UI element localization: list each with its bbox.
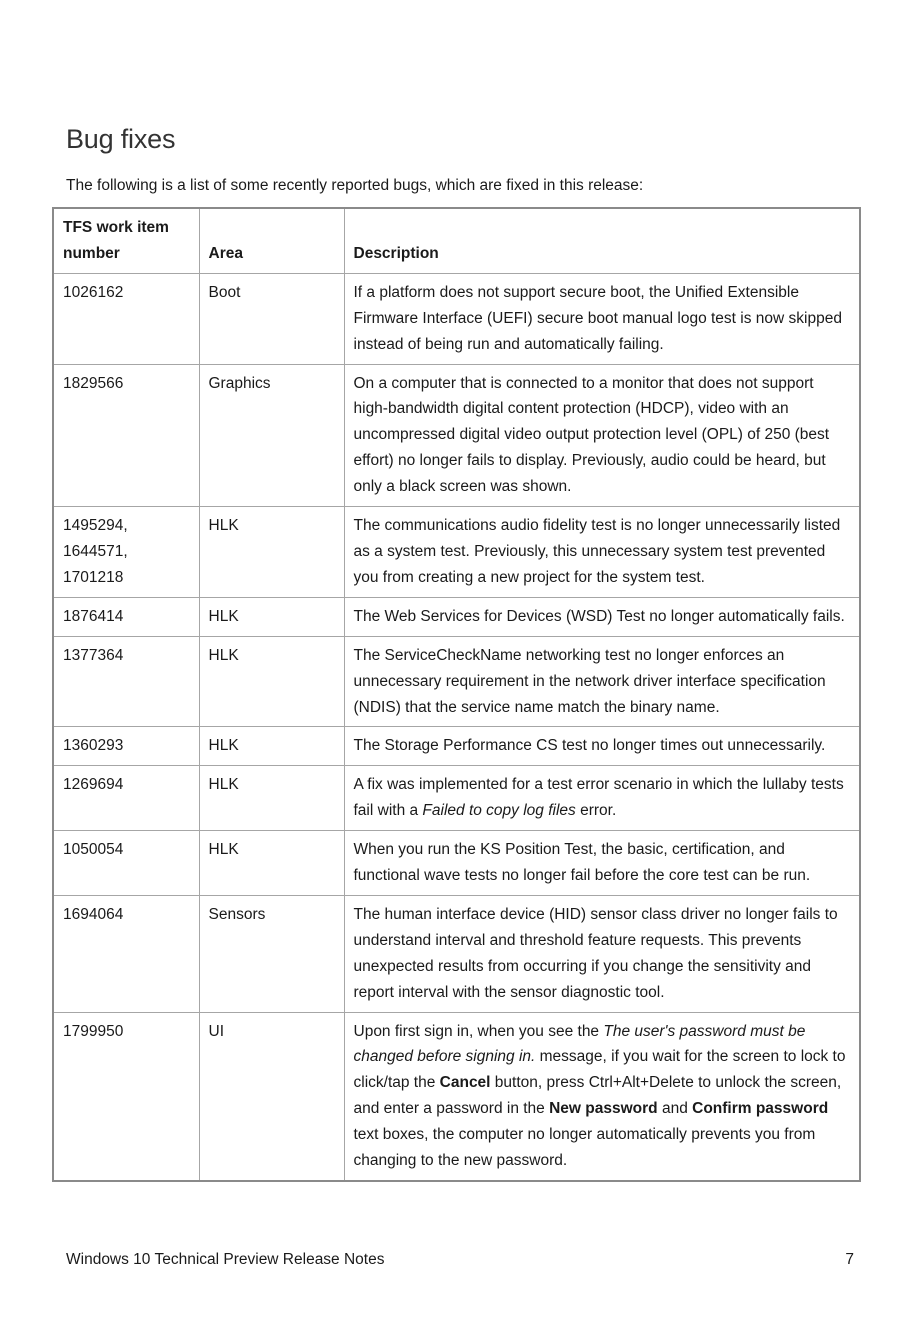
cell-description: When you run the KS Position Test, the basic, certification, and functional wave tests no longer fail before the core test can be run.	[344, 831, 860, 896]
cell-id-line: 1701218	[63, 568, 124, 586]
cell-area: HLK	[199, 831, 344, 896]
cell-id-line: 1495294,	[63, 517, 128, 535]
cell-description	[344, 1012, 860, 1181]
header-tfs-line1: TFS work item	[63, 219, 169, 236]
header-tfs-number	[53, 208, 199, 273]
cell-id: 1050054	[53, 831, 199, 896]
desc-text: and	[657, 1100, 693, 1118]
header-area: Area	[199, 208, 344, 273]
footer-page-number: 7	[845, 1251, 854, 1268]
table-row	[53, 273, 860, 364]
cell-description: The Storage Performance CS test no longer times out unnecessarily.	[344, 727, 860, 766]
table-row	[53, 727, 860, 766]
cell-description	[344, 766, 860, 831]
cell-id: 1269694	[53, 766, 199, 831]
cell-description: The communications audio fidelity test is no longer unnecessarily listed as a system test. Previously, this unnecessary system test prevented you from creating a new project for the system test.	[344, 507, 860, 598]
cell-area: Sensors	[199, 895, 344, 1012]
desc-bold-text: Cancel	[439, 1074, 491, 1092]
desc-text: Upon first sign in, when you see the	[353, 1022, 604, 1040]
desc-bold-text: Confirm password	[692, 1100, 829, 1118]
cell-description: On a computer that is connected to a monitor that does not support high-bandwidth digital content protection (HDCP), video with an uncompressed digital video output protection level (OPL) of 250 (best effort) no longer fails to display. Previously, audio could be heard, but only a black screen was shown.	[344, 364, 860, 507]
cell-area: HLK	[199, 597, 344, 636]
cell-area: Graphics	[199, 364, 344, 507]
header-description: Description	[344, 208, 860, 273]
table-row	[53, 766, 860, 831]
bug-fixes-table	[52, 207, 861, 1182]
cell-description: The Web Services for Devices (WSD) Test no longer automatically fails.	[344, 597, 860, 636]
desc-italic-text: Failed to copy log files	[422, 802, 576, 820]
cell-area: HLK	[199, 636, 344, 727]
desc-italic-text: The user's password must be changed before signing in.	[353, 1022, 806, 1066]
table-row	[53, 1012, 860, 1181]
header-tfs-line2: number	[63, 244, 120, 262]
desc-text: button, press Ctrl+Alt+Delete to unlock the screen, and enter a password in the	[353, 1074, 842, 1118]
cell-id: 1876414	[53, 597, 199, 636]
desc-text: error.	[575, 802, 617, 820]
cell-id: 1799950	[53, 1012, 199, 1181]
desc-bold-text: New password	[549, 1100, 658, 1118]
intro-paragraph: The following is a list of some recently reported bugs, which are fixed in this release:	[66, 177, 644, 194]
cell-id: 1694064	[53, 895, 199, 1012]
table-row	[53, 507, 860, 598]
cell-description: The ServiceCheckName networking test no longer enforces an unnecessary requirement in the network driver interface specification (NDIS) that the service name match the binary name.	[344, 636, 860, 727]
cell-area: UI	[199, 1012, 344, 1181]
table-row	[53, 597, 860, 636]
desc-text: A fix was implemented for a test error scenario in which the lullaby tests fail with a	[353, 776, 844, 820]
table-header-row	[53, 208, 860, 273]
cell-area: Boot	[199, 273, 344, 364]
cell-id: 1026162	[53, 273, 199, 364]
desc-text: message, if you wait for the screen to lock to click/tap the	[353, 1048, 846, 1092]
cell-area: HLK	[199, 766, 344, 831]
footer-document-title: Windows 10 Technical Preview Release Notes	[66, 1251, 385, 1268]
section-heading: Bug fixes	[66, 124, 176, 154]
cell-id-line: 1644571,	[63, 542, 128, 560]
cell-id: 1360293	[53, 727, 199, 766]
desc-text: text boxes, the computer no longer automatically prevents you from changing to the new password.	[353, 1126, 816, 1170]
cell-id: 1377364	[53, 636, 199, 727]
cell-id	[53, 507, 199, 598]
table-row	[53, 364, 860, 507]
cell-description: If a platform does not support secure boot, the Unified Extensible Firmware Interface (UEFI) secure boot manual logo test is now skipped instead of being run and automatically failing.	[344, 273, 860, 364]
cell-description: The human interface device (HID) sensor class driver no longer fails to understand interval and threshold feature requests. This prevents unexpected results from occurring if you change the sensitivity and report interval with the sensor diagnostic tool.	[344, 895, 860, 1012]
table-row	[53, 895, 860, 1012]
cell-area: HLK	[199, 727, 344, 766]
cell-id: 1829566	[53, 364, 199, 507]
cell-area: HLK	[199, 507, 344, 598]
table-row	[53, 831, 860, 896]
table-row	[53, 636, 860, 727]
